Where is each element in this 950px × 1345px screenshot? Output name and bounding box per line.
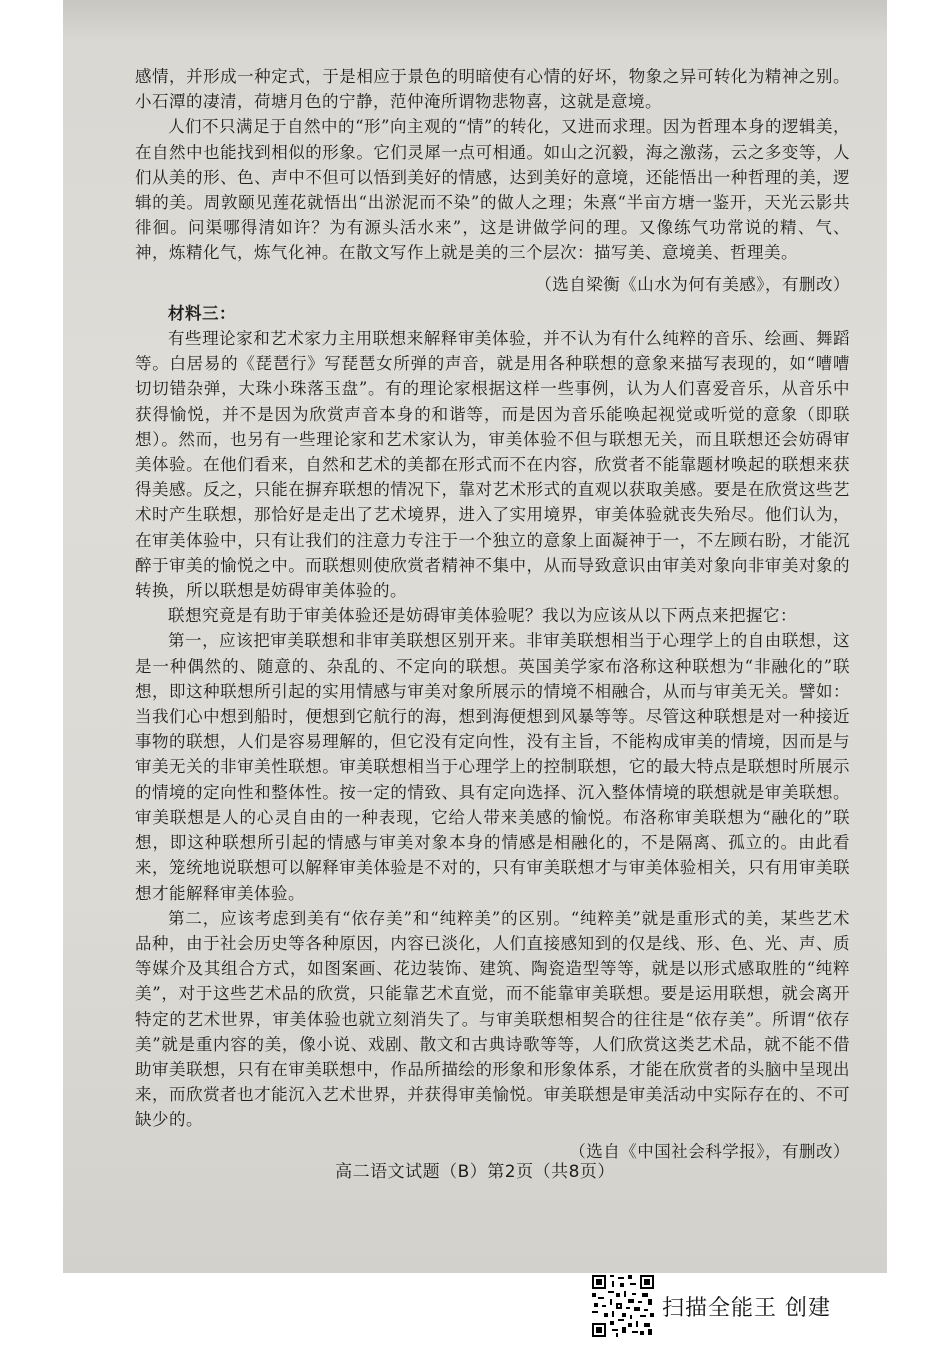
paragraph: 人们不只满足于自然中的“形”向主观的“情”的转化，又进而求理。因为哲理本身的逻辑美，在自然中也能找到相似的形象。它们灵犀一点可相通。如山之沉毅，海之激荡，云之多变等，人们从美的形、色、声中不但可以悟到美好的情感，达到美好的意境，还能悟出一种哲理的美，逻辑的美。周敦颐见莲花就悟出“出淤泥而不染”的做人之理；朱熹“半亩方塘一鉴开，天光云影共徘徊。问渠哪得清如许？为有源头活水来”，这是讲做学问的理。又像练气功常说的精、气、神，炼精化气，炼气化神。在散文写作上就是美的三个层次：描写美、意境美、哲理美。 <box>135 117 850 263</box>
paragraph: 有些理论家和艺术家力主用联想来解释审美体验，并不认为有什么纯粹的音乐、绘画、舞蹈等。白居易的《琵琶行》写琵琶女所弹的声音，就是用各种联想的意象来描写表现的，如“嘈嘈切切错杂弹，大珠小珠落玉盘”。有的理论家根据这样一些事例，认为人们喜爱音乐，从音乐中获得愉悦，并不是因为欣赏声音本身的和谐等，而是因为音乐能唤起视觉或听觉的意象（即联想）。然而，也另有一些理论家和艺术家认为，审美体验不但与联想无关，而且联想还会妨碍审美体验。在他们看来，自然和艺术的美都在形式而不在内容，欣赏者不能靠题材唤起的联想来获得美感。反之，只能在摒弃联想的情况下，靠对艺术形式的直观以获取美感。要是在欣赏这些艺术时产生联想，那恰好是走出了艺术境界，进入了实用境界，审美体验就丧失殆尽。他们认为，在审美体验中，只有让我们的注意力专注于一个独立的意象上面凝神于一，不左顾右盼，才能沉醉于审美的愉悦之中。而联想则使欣赏者精神不集中，从而导致意识由审美对象向非审美对象的转换，所以联想是妨碍审美体验的。 <box>135 329 850 601</box>
qr-code-icon <box>592 1275 654 1337</box>
scanned-page <box>63 0 887 1273</box>
paragraph: 感情，并形成一种定式，于是相应于景色的明暗使有心情的好坏，物象之异可转化为精神之别。小石潭的凄清，荷塘月色的宁静，范仲淹所谓物悲物喜，这就是意境。 <box>135 67 850 112</box>
source-citation: （选自梁衡《山水为何有美感》，有删改） <box>535 274 850 294</box>
page-footer: 高二语文试题（B）第2页（共8页） <box>335 1162 615 1182</box>
section-heading: 材料三： <box>168 303 236 323</box>
watermark-text: 扫描全能王 创建 <box>662 1295 831 1321</box>
paragraph: 联想究竟是有助于审美体验还是妨碍审美体验呢？我以为应该从以下两点来把握它： <box>168 606 797 626</box>
paragraph: 第二，应该考虑到美有“依存美”和“纯粹美”的区别。“纯粹美”就是重形式的美，某些艺术品种，由于社会历史等各种原因，内容已淡化，人们直接感知到的仅是线、形、色、光、声、质等媒介及其组合方式，如图案画、花边装饰、建筑、陶瓷造型等等，就是以形式感取胜的“纯粹美”，对于这些艺术品的欣赏，只能靠艺术直觉，而不能靠审美联想。要是运用联想，就会离开特定的艺术世界，审美体验也就立刻消失了。与审美联想相契合的往往是“依存美”。所谓“依存美”就是重内容的美，像小说、戏剧、散文和古典诗歌等等，人们欣赏这类艺术品，就不能不借助审美联想，只有在审美联想中，作品所描绘的形象和形象体系，才能在欣赏者的头脑中呈现出来，而欣赏者也才能沉入艺术世界，并获得审美愉悦。审美联想是审美活动中实际存在的、不可缺少的。 <box>135 908 850 1130</box>
scanner-watermark <box>592 1275 831 1337</box>
paragraph: 第一，应该把审美联想和非审美联想区别开来。非审美联想相当于心理学上的自由联想，这是一种偶然的、随意的、杂乱的、不定向的联想。英国美学家布洛称这种联想为“非融化的”联想，即这种联想所引起的实用情感与审美对象所展示的情境不相融合，从而与审美无关。譬如：当我们心中想到船时，便想到它航行的海，想到海便想到风暴等等。尽管这种联想是对一种接近事物的联想，人们是容易理解的，但它没有定向性，没有主旨，不能构成审美的情境，因而是与审美无关的非审美性联想。审美联想相当于心理学上的控制联想，它的最大特点是联想时所展示的情境的定向性和整体性。按一定的情致、具有定向选择、沉入整体情境的联想就是审美联想。审美联想是人的心灵自由的一种表现，它给人带来美感的愉悦。布洛称审美联想为“融化的”联想，即这种联想所引起的情感与审美对象本身的情感是相融化的，不是隔离、孤立的。由此看来，笼统地说联想可以解释审美体验是不对的，只有审美联想才与审美体验相关，只有用审美联想才能解释审美体验。 <box>135 631 850 903</box>
document-body <box>135 64 850 1168</box>
source-citation: （选自《中国社会科学报》，有删改） <box>569 1141 850 1161</box>
